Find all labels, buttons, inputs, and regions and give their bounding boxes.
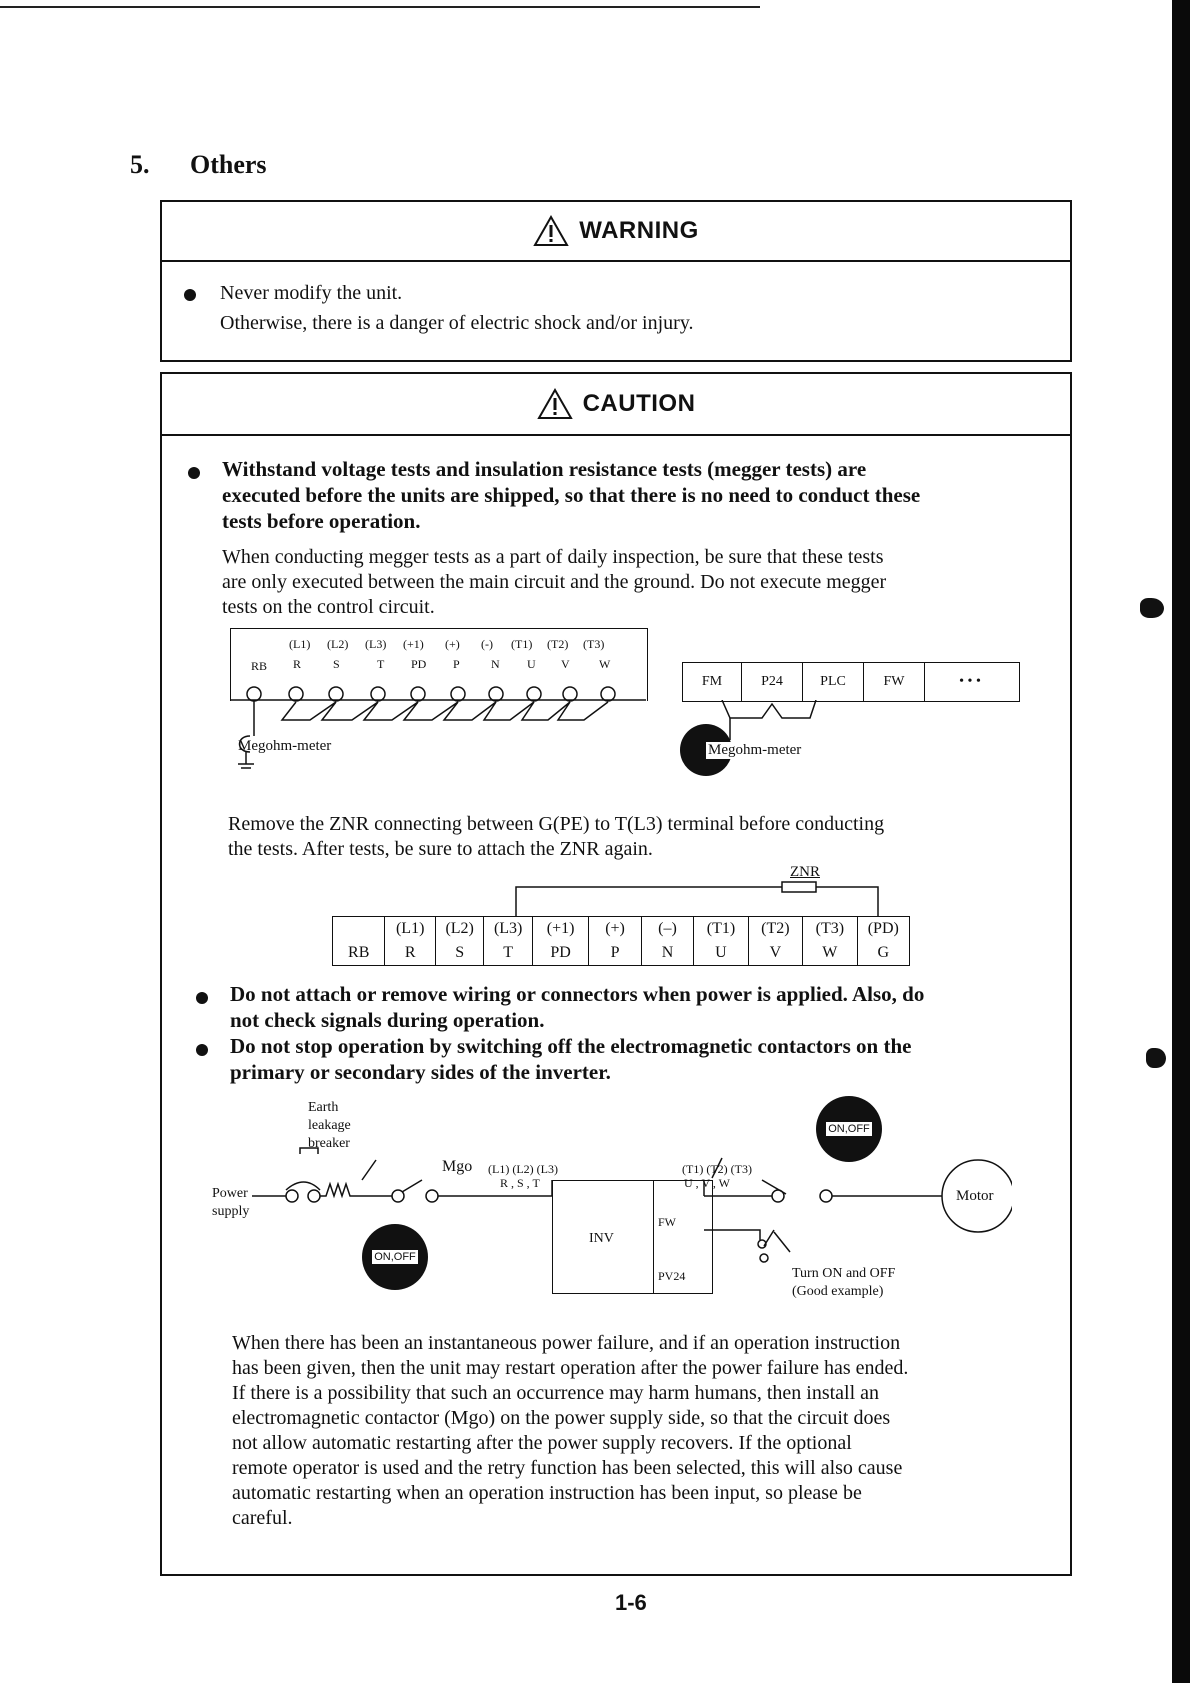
terminal-label: (+1) <box>403 637 424 651</box>
terminal-name: W <box>599 657 611 671</box>
caution-text: If there is a possibility that such an occurrence may harm humans, then install an <box>232 1382 880 1404</box>
terminal-column: (+1) PD <box>533 917 589 965</box>
terminal-label: (L3) <box>365 637 387 651</box>
terminal-label: (L1) <box>289 637 311 651</box>
warning-header <box>162 202 1070 262</box>
control-terminal: FM <box>683 663 742 701</box>
control-terminal: • • • <box>959 674 981 689</box>
earth-leakage-breaker-label: leakage <box>308 1118 351 1133</box>
pv24-terminal: PV24 <box>658 1269 686 1283</box>
terminal-name: PD <box>411 657 427 671</box>
note-label: Turn ON and OFF <box>792 1266 896 1281</box>
bullet <box>196 992 208 1004</box>
earth-leakage-breaker-label: Earth <box>308 1100 339 1115</box>
bullet <box>196 1044 208 1056</box>
caution-heading: CAUTION <box>582 390 696 417</box>
control-terminal: P24 <box>742 663 803 701</box>
warning-triangle-icon <box>537 388 573 420</box>
znr-connection-diagram <box>512 879 912 919</box>
terminal-column: (L3) T <box>484 917 533 965</box>
page-number: 1-6 <box>615 1590 647 1615</box>
terminal-label: (-) <box>481 637 493 651</box>
caution-text: automatic restarting when an operation instruction has been input, so please be <box>232 1482 862 1504</box>
terminal-name: R <box>293 657 302 671</box>
caution-bold-text: not check signals during operation. <box>230 1008 545 1032</box>
caution-bold-text: tests before operation. <box>222 509 421 533</box>
prohibition-icon <box>816 1096 882 1162</box>
scan-edge <box>1172 0 1190 1683</box>
terminal-name: RB <box>251 659 268 673</box>
prohibition-icon <box>362 1224 428 1290</box>
control-terminal-block <box>682 662 1020 702</box>
warning-heading: WARNING <box>579 217 699 244</box>
scan-blot <box>1146 1048 1166 1068</box>
terminal-label: (+) <box>445 637 460 651</box>
terminal-column: (T2) V <box>749 917 803 965</box>
caution-bold-text: Do not stop operation by switching off the electromagnetic contactors on the <box>230 1034 912 1058</box>
znr-terminal-strip <box>332 916 910 966</box>
bullet <box>188 467 200 479</box>
note-label: (Good example) <box>792 1284 884 1299</box>
warning-box <box>160 200 1072 362</box>
motor-label: Motor <box>956 1188 994 1204</box>
caution-box <box>160 372 1072 1576</box>
bullet <box>184 289 196 301</box>
warning-text: Otherwise, there is a danger of electric shock and/or injury. <box>220 312 694 334</box>
caution-text: electromagnetic contactor (Mgo) on the power supply side, so that the circuit does <box>232 1407 891 1429</box>
inverter-block <box>552 1180 654 1294</box>
terminal-label: (L2) <box>327 637 349 651</box>
warning-triangle-icon <box>533 215 569 247</box>
control-terminal: PLC <box>803 663 864 701</box>
caution-text: remote operator is used and the retry function has been selected, this will also cause <box>232 1457 903 1479</box>
terminal-name: U <box>527 657 536 671</box>
inverter-label: INV <box>589 1231 614 1246</box>
megohm-meter-label: Megohm-meter <box>708 742 802 758</box>
control-megger-wiring <box>682 700 1022 780</box>
caution-text: the tests. After tests, be sure to attach the ZNR again. <box>228 838 653 860</box>
section-title: Others <box>190 150 267 179</box>
inverter-terminal-box <box>652 1180 713 1294</box>
earth-leakage-breaker-label: breaker <box>308 1136 350 1151</box>
output-terminal-labels: (T1) (T2) (T3) <box>682 1162 752 1176</box>
caution-bold-text: Withstand voltage tests and insulation resistance tests (megger tests) are <box>222 457 867 481</box>
caution-bold-text: Do not attach or remove wiring or connectors when power is applied. Also, do <box>230 982 925 1006</box>
terminal-name: N <box>491 657 500 671</box>
input-terminal-labels: (L1) (L2) (L3) <box>488 1162 558 1176</box>
terminal-label: (T1) <box>511 637 533 651</box>
terminal-column: (T1) U <box>694 917 748 965</box>
caution-text: When conducting megger tests as a part of daily inspection, be sure that these tests <box>222 546 884 568</box>
terminal-column: (PD) G <box>867 920 899 961</box>
output-terminal-names: U , V , W <box>684 1176 731 1190</box>
warning-text: Never modify the unit. <box>220 282 403 304</box>
terminal-name: S <box>333 657 340 671</box>
caution-text: has been given, then the unit may restart operation after the power failure has ended. <box>232 1357 909 1379</box>
mgo-label: Mgo <box>442 1158 473 1175</box>
power-supply-label: Power <box>212 1186 248 1201</box>
caution-bold-text: executed before the units are shipped, so that there is no need to conduct these <box>222 483 921 507</box>
megohm-meter-label: Megohm-meter <box>238 738 332 754</box>
terminal-column: (T3) W <box>803 917 857 965</box>
onoff-label: ON,OFF <box>825 1121 873 1137</box>
terminal-name: V <box>561 657 570 671</box>
control-terminal: FW <box>864 663 925 701</box>
znr-label: ZNR <box>790 864 820 880</box>
input-terminal-names: R , S , T <box>500 1176 540 1190</box>
terminal-column: (L1) R <box>385 917 435 965</box>
caution-text: are only executed between the main circuit and the ground. Do not execute megger <box>222 571 887 593</box>
top-rule <box>0 6 760 8</box>
caution-text: tests on the control circuit. <box>222 596 435 618</box>
caution-text: Remove the ZNR connecting between G(PE) to T(L3) terminal before conducting <box>228 813 885 835</box>
scan-blot <box>1140 598 1164 618</box>
caution-text: not allow automatic restarting after the power supply recovers. If the optional <box>232 1432 852 1454</box>
onoff-label: ON,OFF <box>371 1249 419 1265</box>
power-supply-label: supply <box>212 1204 250 1219</box>
terminal-label: (T2) <box>547 637 569 651</box>
caution-text: careful. <box>232 1507 293 1529</box>
terminal-column: (+) P <box>589 917 641 965</box>
terminal-label: (T3) <box>583 637 605 651</box>
terminal-name: T <box>377 657 385 671</box>
caution-header <box>162 374 1070 436</box>
terminal-column: RB <box>333 917 385 965</box>
section-number: 5. <box>130 150 150 179</box>
caution-text: When there has been an instantaneous power failure, and if an operation instruction <box>232 1332 901 1354</box>
caution-bold-text: primary or secondary sides of the inverter. <box>230 1060 611 1084</box>
megger-wiring-diagram <box>222 674 652 774</box>
terminal-column: (L2) S <box>436 917 485 965</box>
fw-terminal: FW <box>658 1215 676 1229</box>
terminal-column: (–) N <box>642 917 694 965</box>
terminal-name: P <box>453 657 460 671</box>
